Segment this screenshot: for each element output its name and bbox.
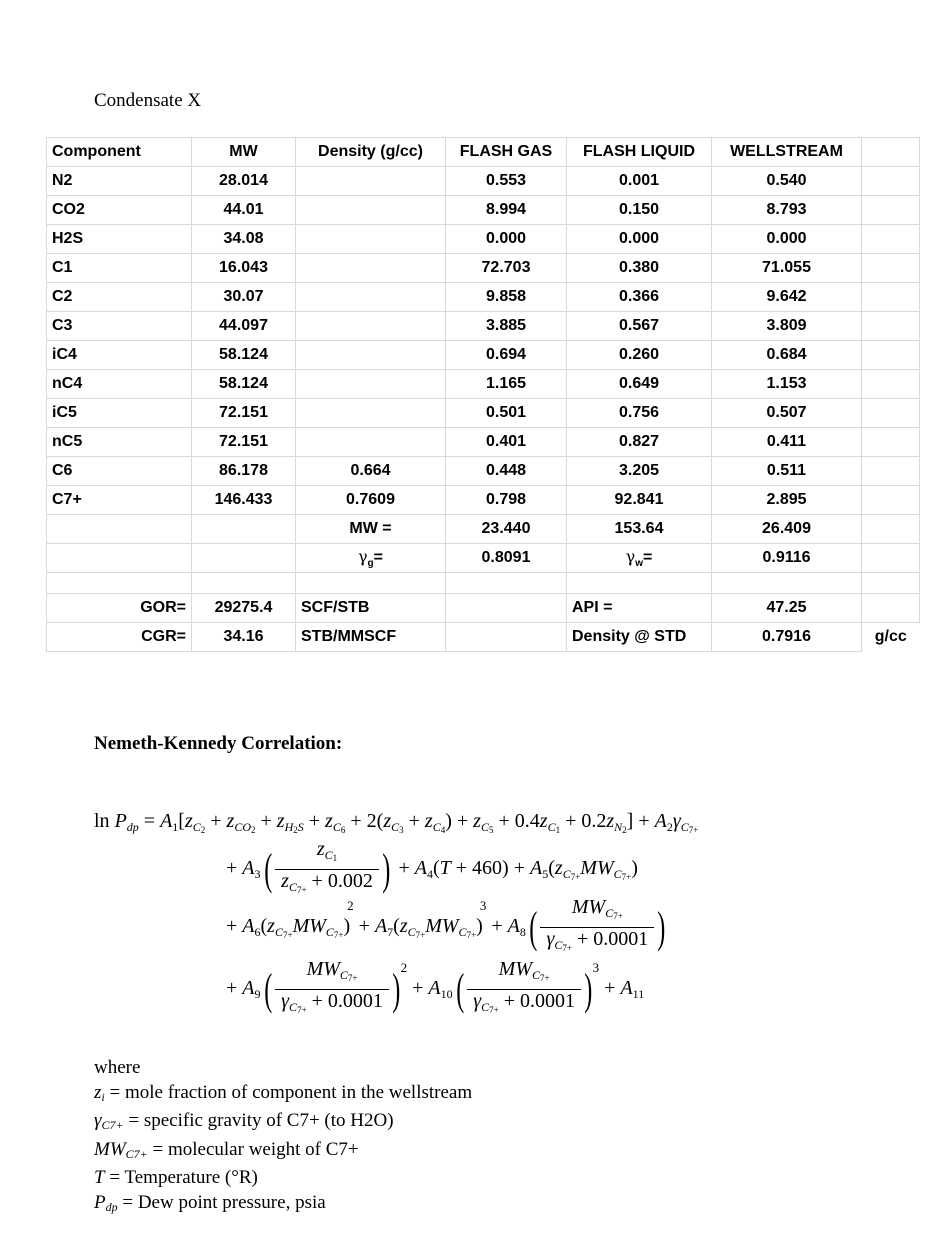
table-cell: 3.885 xyxy=(446,312,567,341)
table-row xyxy=(47,399,920,428)
density-unit: g/cc xyxy=(874,628,907,646)
table-cell xyxy=(296,428,446,457)
density-value: 0.7916 xyxy=(712,623,862,652)
gor-row xyxy=(47,594,920,623)
table-cell: 28.014 xyxy=(192,167,296,196)
table-cell xyxy=(296,399,446,428)
table-cell: 71.055 xyxy=(712,254,862,283)
mw-row xyxy=(47,515,920,544)
where-label: where xyxy=(94,1057,141,1078)
table-cell: 44.097 xyxy=(192,312,296,341)
mw-gas: 23.440 xyxy=(446,515,567,544)
component-name: H2S xyxy=(47,225,192,254)
table-cell: 1.153 xyxy=(712,370,862,399)
table-cell: 0.000 xyxy=(567,225,712,254)
table-cell: 0.553 xyxy=(446,167,567,196)
table-row xyxy=(47,196,920,225)
gor-label: GOR= xyxy=(47,594,192,623)
table-cell: 3.809 xyxy=(712,312,862,341)
def-p: $P_{dp}$ = Dew point pressure, psia xyxy=(94,1191,326,1214)
blank-row xyxy=(47,573,920,594)
empty-cell xyxy=(192,573,296,594)
component-name: C3 xyxy=(47,312,192,341)
empty-cell xyxy=(862,196,920,225)
table-cell: 0.411 xyxy=(712,428,862,457)
empty-cell xyxy=(47,544,192,573)
cgr-label: CGR= xyxy=(47,623,192,652)
def-t: T = Temperature (°R) xyxy=(94,1167,258,1188)
empty-cell xyxy=(862,370,920,399)
table-cell: 0.501 xyxy=(446,399,567,428)
correlation-title: Nemeth-Kennedy Correlation: xyxy=(94,733,343,754)
component-name: CO2 xyxy=(47,196,192,225)
composition-table xyxy=(46,137,920,652)
table-cell: 0.756 xyxy=(567,399,712,428)
gamma-row xyxy=(47,544,920,573)
component-name: iC5 xyxy=(47,399,192,428)
table-cell xyxy=(296,283,446,312)
column-header: FLASH LIQUID xyxy=(567,138,712,167)
table-cell: 3.205 xyxy=(567,457,712,486)
component-name: iC4 xyxy=(47,341,192,370)
empty-cell xyxy=(567,573,712,594)
equation-line-4: + $A_9$( $\frac{MW_{C_{7+}}}{\gamma_{C_{7+}} + 0.0001}$ )$^2 + A_{10}$( $\frac{MW_{C_{7+}}}{\gamma_{C_{7+}} + 0.0001}$ )$^3 + A_{11}$ xyxy=(226,958,645,1015)
table-cell: 0.000 xyxy=(712,225,862,254)
component-name: nC5 xyxy=(47,428,192,457)
column-header: Density (g/cc) xyxy=(296,138,446,167)
table-cell: 0.507 xyxy=(712,399,862,428)
equation-line-1: $\ln P_{dp} = A_1[z_{C_2} + z_{CO_2} + z_{H_2S} + z_{C_6} + 2(z_{C_3} + z_{C_4}) + z_{C_5} + 0.4z_{C_1} + 0.2z_{N_2}] + A_2\gamma_{C_{7+}}$ xyxy=(94,810,699,835)
table-row xyxy=(47,486,920,515)
def-z: $z_i$ = mole fraction of component in the wellstream xyxy=(94,1081,473,1104)
table-cell xyxy=(296,254,446,283)
empty-cell xyxy=(862,486,920,515)
empty-cell xyxy=(446,623,567,652)
table-cell xyxy=(296,312,446,341)
column-header: MW xyxy=(192,138,296,167)
table-cell: 16.043 xyxy=(192,254,296,283)
cgr-unit: STB/MMSCF xyxy=(296,623,446,652)
empty-cell xyxy=(862,167,920,196)
table-cell: 30.07 xyxy=(192,283,296,312)
component-name: C6 xyxy=(47,457,192,486)
table-cell: 0.380 xyxy=(567,254,712,283)
table-cell: 72.703 xyxy=(446,254,567,283)
empty-cell xyxy=(862,341,920,370)
table-row xyxy=(47,254,920,283)
table-cell xyxy=(296,196,446,225)
api-label: API = xyxy=(567,594,712,623)
table-cell xyxy=(296,341,446,370)
table-cell: 0.567 xyxy=(567,312,712,341)
def-mw: $MW_{C7+}$ = molecular weight of C7+ xyxy=(94,1138,359,1161)
gamma-gas: 0.8091 xyxy=(446,544,567,573)
table-cell xyxy=(296,225,446,254)
table-cell: 0.684 xyxy=(712,341,862,370)
empty-cell xyxy=(47,515,192,544)
table-cell: 146.433 xyxy=(192,486,296,515)
empty-cell xyxy=(862,515,920,544)
empty-cell xyxy=(862,254,920,283)
table-row xyxy=(47,225,920,254)
table-cell: 58.124 xyxy=(192,370,296,399)
mw-well: 26.409 xyxy=(712,515,862,544)
table-row xyxy=(47,283,920,312)
component-name: N2 xyxy=(47,167,192,196)
table-cell: 8.994 xyxy=(446,196,567,225)
empty-cell xyxy=(862,399,920,428)
cgr-row xyxy=(47,623,920,652)
gamma-w-label: $\gamma_w=$ xyxy=(567,544,712,573)
table-cell xyxy=(296,370,446,399)
empty-cell xyxy=(192,515,296,544)
table-cell: 0.511 xyxy=(712,457,862,486)
def-gamma: $\gamma_{C7+}$ = specific gravity of C7+ (to H2O) xyxy=(94,1110,394,1132)
empty-cell xyxy=(712,573,862,594)
table-cell: 0.401 xyxy=(446,428,567,457)
empty-cell xyxy=(862,457,920,486)
table-cell: 0.540 xyxy=(712,167,862,196)
table-cell: 72.151 xyxy=(192,428,296,457)
table-row xyxy=(47,312,920,341)
empty-cell xyxy=(862,544,920,573)
empty-cell xyxy=(862,428,920,457)
table-cell: 0.827 xyxy=(567,428,712,457)
table-cell: 1.165 xyxy=(446,370,567,399)
equation-line-2: + $A_3$( $\frac{z_{C_1}}{z_{C_{7+}} + 0.002}$ ) + $A_4(T + 460) + A_5(z_{C_{7+}}MW_{C_{7+}})$ xyxy=(226,838,638,895)
empty-cell xyxy=(446,573,567,594)
table-cell: 34.08 xyxy=(192,225,296,254)
table-cell xyxy=(296,167,446,196)
table-cell: 92.841 xyxy=(567,486,712,515)
table-row xyxy=(47,457,920,486)
empty-cell xyxy=(296,573,446,594)
empty-cell xyxy=(862,573,920,594)
table-cell: 58.124 xyxy=(192,341,296,370)
mw-liquid: 153.64 xyxy=(567,515,712,544)
definitions xyxy=(94,1056,472,1219)
table-cell: 0.150 xyxy=(567,196,712,225)
table-row xyxy=(47,428,920,457)
table-cell: 2.895 xyxy=(712,486,862,515)
table-cell: 0.664 xyxy=(296,457,446,486)
table-cell: 0.260 xyxy=(567,341,712,370)
gor-value: 29275.4 xyxy=(192,594,296,623)
table-cell: 8.793 xyxy=(712,196,862,225)
table-cell: 44.01 xyxy=(192,196,296,225)
empty-cell xyxy=(192,544,296,573)
gamma-well: 0.9116 xyxy=(712,544,862,573)
empty-cell xyxy=(862,312,920,341)
table-row xyxy=(47,341,920,370)
density-label: Density @ STD xyxy=(567,623,712,652)
empty-cell xyxy=(862,225,920,254)
table-row xyxy=(47,370,920,399)
empty-cell xyxy=(47,573,192,594)
empty-cell xyxy=(862,594,920,623)
empty-cell xyxy=(862,283,920,312)
table-cell: 0.000 xyxy=(446,225,567,254)
component-name: C2 xyxy=(47,283,192,312)
gor-unit: SCF/STB xyxy=(296,594,446,623)
empty-cell xyxy=(862,138,920,167)
table-cell: 0.649 xyxy=(567,370,712,399)
table-cell: 86.178 xyxy=(192,457,296,486)
table-cell: 0.694 xyxy=(446,341,567,370)
table-cell: 0.366 xyxy=(567,283,712,312)
equation-line-3: + $A_6(z_{C_{7+}}MW_{C_{7+}})^2 + A_7(z_{C_{7+}}MW_{C_{7+}})^3 + A_8$( $\frac{MW_{C_{7+}}}{\gamma_{C_{7+}} + 0.0001}$ ) xyxy=(226,896,666,953)
table-cell: 0.448 xyxy=(446,457,567,486)
table-header-row xyxy=(47,138,920,167)
column-header: Component xyxy=(47,138,192,167)
table-cell: 9.858 xyxy=(446,283,567,312)
column-header: FLASH GAS xyxy=(446,138,567,167)
table-cell: 72.151 xyxy=(192,399,296,428)
page-title: Condensate X xyxy=(94,90,202,111)
gamma-g-label: $\gamma_g=$ xyxy=(296,544,446,573)
cgr-value: 34.16 xyxy=(192,623,296,652)
component-name: C1 xyxy=(47,254,192,283)
api-value: 47.25 xyxy=(712,594,862,623)
component-name: C7+ xyxy=(47,486,192,515)
table-row xyxy=(47,167,920,196)
component-name: nC4 xyxy=(47,370,192,399)
table-cell: 0.798 xyxy=(446,486,567,515)
empty-cell xyxy=(446,594,567,623)
column-header: WELLSTREAM xyxy=(712,138,862,167)
table-cell: 0.001 xyxy=(567,167,712,196)
table-cell: 0.7609 xyxy=(296,486,446,515)
table-cell: 9.642 xyxy=(712,283,862,312)
mw-label: MW = xyxy=(296,515,446,544)
